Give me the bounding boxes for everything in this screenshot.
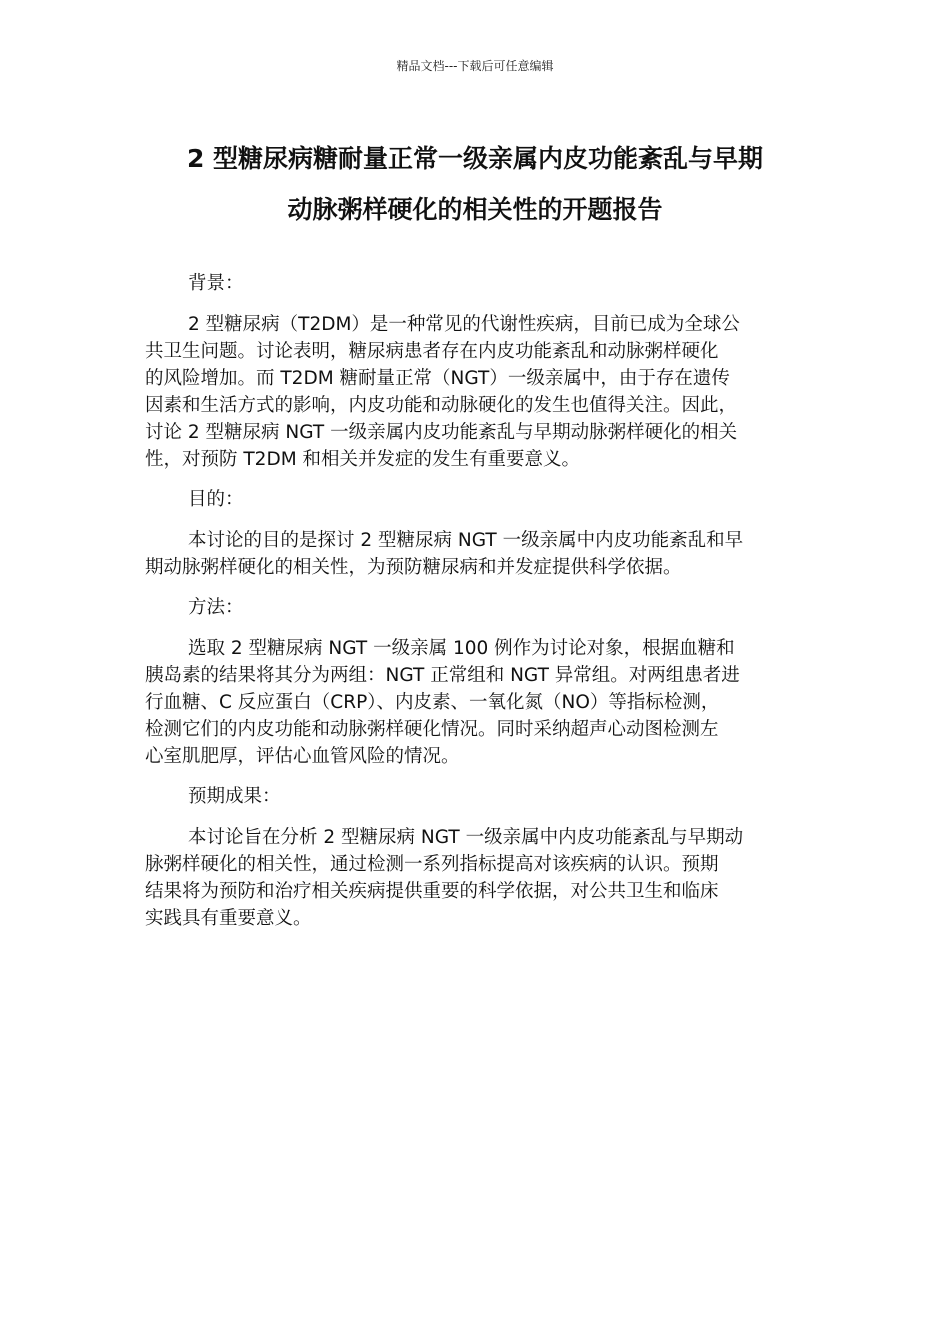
paragraph-line: 实践具有重要意义。 bbox=[145, 908, 312, 929]
section-heading-purpose: 目的： bbox=[188, 489, 244, 510]
section-heading-expected-results: 预期成果： bbox=[188, 786, 281, 807]
title-line: 2 型糖尿病糖耐量正常一级亲属内皮功能紊乱与早期 bbox=[186, 144, 764, 173]
document-body bbox=[145, 270, 808, 945]
section-paragraph-purpose bbox=[145, 527, 808, 581]
paragraph-line: 讨论 2 型糖尿病 NGT 一级亲属内皮功能紊乱与早期动脉粥样硬化的相关 bbox=[145, 422, 738, 443]
paragraph-line: 的风险增加。而 T2DM 糖耐量正常（NGT）一级亲属中，由于存在遗传 bbox=[145, 368, 730, 389]
paragraph-line: 2 型糖尿病（T2DM）是一种常见的代谢性疾病，目前已成为全球公 bbox=[188, 314, 740, 335]
paragraph-line: 因素和生活方式的影响，内皮功能和动脉硬化的发生也值得关注。因此， bbox=[145, 395, 738, 416]
paragraph-line: 性，对预防 T2DM 和相关并发症的发生有重要意义。 bbox=[145, 449, 581, 470]
section-heading-background: 背景： bbox=[188, 273, 244, 294]
paragraph-line: 结果将为预防和治疗相关疾病提供重要的科学依据，对公共卫生和临床 bbox=[145, 881, 719, 902]
document-title bbox=[145, 133, 805, 235]
section-paragraph-background bbox=[145, 311, 808, 473]
section-paragraph-methods bbox=[145, 635, 808, 770]
paragraph-line: 期动脉粥样硬化的相关性，为预防糖尿病和并发症提供科学依据。 bbox=[145, 557, 682, 578]
paragraph-line: 本讨论旨在分析 2 型糖尿病 NGT 一级亲属中内皮功能紊乱与早期动 bbox=[188, 827, 744, 848]
section-heading-methods: 方法： bbox=[188, 597, 244, 618]
paragraph-line: 选取 2 型糖尿病 NGT 一级亲属 100 例作为讨论对象，根据血糖和 bbox=[188, 638, 735, 659]
paragraph-line: 检测它们的内皮功能和动脉粥样硬化情况。同时采纳超声心动图检测左 bbox=[145, 719, 719, 740]
paragraph-line: 胰岛素的结果将其分为两组：NGT 正常组和 NGT 异常组。对两组患者进 bbox=[145, 665, 740, 686]
title-line: 动脉粥样硬化的相关性的开题报告 bbox=[287, 195, 663, 224]
paragraph-line: 脉粥样硬化的相关性，通过检测一系列指标提高对该疾病的认识。预期 bbox=[145, 854, 719, 875]
section-paragraph-expected-results bbox=[145, 824, 808, 932]
paragraph-line: 心室肌肥厚，评估心血管风险的情况。 bbox=[145, 746, 460, 767]
paragraph-line: 共卫生问题。讨论表明，糖尿病患者存在内皮功能紊乱和动脉粥样硬化 bbox=[145, 341, 719, 362]
paragraph-line: 本讨论的目的是探讨 2 型糖尿病 NGT 一级亲属中内皮功能紊乱和早 bbox=[188, 530, 744, 551]
paragraph-line: 行血糖、C 反应蛋白（CRP）、内皮素、一氧化氮（NO）等指标检测， bbox=[145, 692, 720, 713]
page-header: 精品文档---下载后可任意编辑 bbox=[396, 59, 554, 73]
